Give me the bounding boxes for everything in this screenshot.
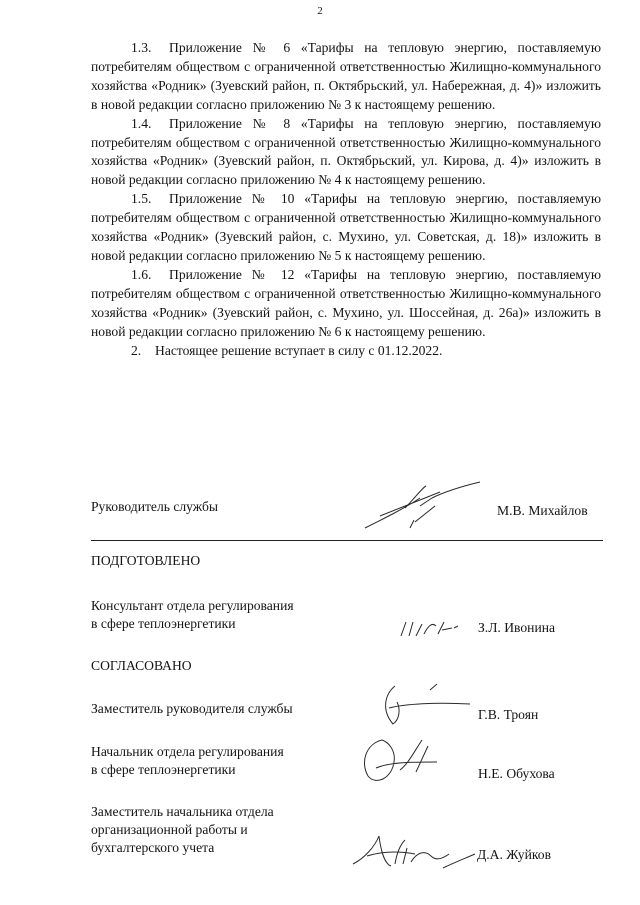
- agreed-signer-2-name: Н.Е. Обухова: [478, 766, 555, 781]
- clause-text: Приложение № 8 «Тарифы на тепловую энергию, поставляемую потребителям обществом с ограниченной ответственностью Жилищно-коммунального хозяйства «Родник» (Зуевский район, п. Октябрьский, ул. Кирова, д. 4)» изложить в новой редакции согласно приложению № 4 к настоящему решению.: [91, 115, 601, 188]
- head-name: М.В. Михайлов: [497, 503, 588, 518]
- prepared-title-line-1: Консультант отдела регулирования: [91, 598, 294, 613]
- clause-number: 1.3.: [131, 40, 152, 55]
- clause-number: 2.: [131, 342, 142, 358]
- clause-text: Настоящее решение вступает в силу с 01.12.2022.: [155, 342, 443, 358]
- head-handwritten-signature: [360, 478, 485, 538]
- agreed-signer-1-title: Заместитель руководителя службы: [91, 701, 293, 716]
- clause-text: Приложение № 12 «Тарифы на тепловую энергию, поставляемую потребителям обществом с ограниченной ответственностью Жилищно-коммунального хозяйства «Родник» (Зуевский район, с. Мухино, ул. Шоссейная, д. 26а)» изложить в новой редакции согласно приложению № 6 к настоящему решению.: [91, 266, 601, 339]
- clause-number: 1.6.: [131, 266, 152, 282]
- clause-1-4: [91, 115, 601, 191]
- clause-number: 1.4.: [131, 115, 152, 131]
- separator-line: [91, 540, 603, 541]
- agreed-signer-3-handwritten-signature: [345, 828, 480, 878]
- prepared-handwritten-signature: [398, 616, 460, 640]
- decision-body: [91, 39, 601, 360]
- clause-1-6: [91, 266, 601, 342]
- clause-1-5: [91, 190, 601, 266]
- prepared-heading: ПОДГОТОВЛЕНО: [91, 553, 201, 568]
- agreed-signer-2-title-line-2: в сфере теплоэнергетики: [91, 762, 236, 777]
- clause-text: Приложение № 6 «Тарифы на тепловую энергию, поставляемую потребителям обществом с ограниченной ответственностью Жилищно-коммунального хозяйства «Родник» (Зуевский район, п. Октябрьский, ул. Набережная, д. 4)» изложить в новой редакции согласно приложению № 3 к настоящему решению.: [91, 40, 601, 112]
- agreed-signer-3-title-line-2: организационной работы и: [91, 822, 248, 837]
- clause-number: 1.5.: [131, 191, 152, 207]
- agreed-signer-3-title-line-3: бухгалтерского учета: [91, 840, 215, 855]
- clause-1-3: [91, 39, 601, 115]
- agreed-heading: СОГЛАСОВАНО: [91, 658, 192, 673]
- prepared-title-line-2: в сфере теплоэнергетики: [91, 616, 236, 631]
- agreed-signer-2-title-line-1: Начальник отдела регулирования: [91, 744, 284, 759]
- clause-text: Приложение № 10 «Тарифы на тепловую энергию, поставляемую потребителям обществом с ограниченной ответственностью Жилищно-коммунального хозяйства «Родник» (Зуевский район, с. Мухино, ул. Советская, д. 18)» изложить в новой редакции согласно приложению № 5 к настоящему решению.: [91, 191, 601, 263]
- agreed-signer-1-name: Г.В. Троян: [478, 707, 539, 722]
- agreed-signer-3-name: Д.А. Жуйков: [477, 847, 552, 862]
- agreed-signer-2-handwritten-signature: [352, 732, 442, 792]
- head-title: Руководитель службы: [91, 499, 219, 514]
- agreed-signer-3-title-line-1: Заместитель начальника отдела: [91, 804, 274, 819]
- agreed-signer-1-handwritten-signature: [375, 680, 475, 730]
- clause-2: [91, 342, 601, 361]
- page-number: 2: [317, 5, 323, 17]
- prepared-name: З.Л. Ивонина: [478, 620, 556, 635]
